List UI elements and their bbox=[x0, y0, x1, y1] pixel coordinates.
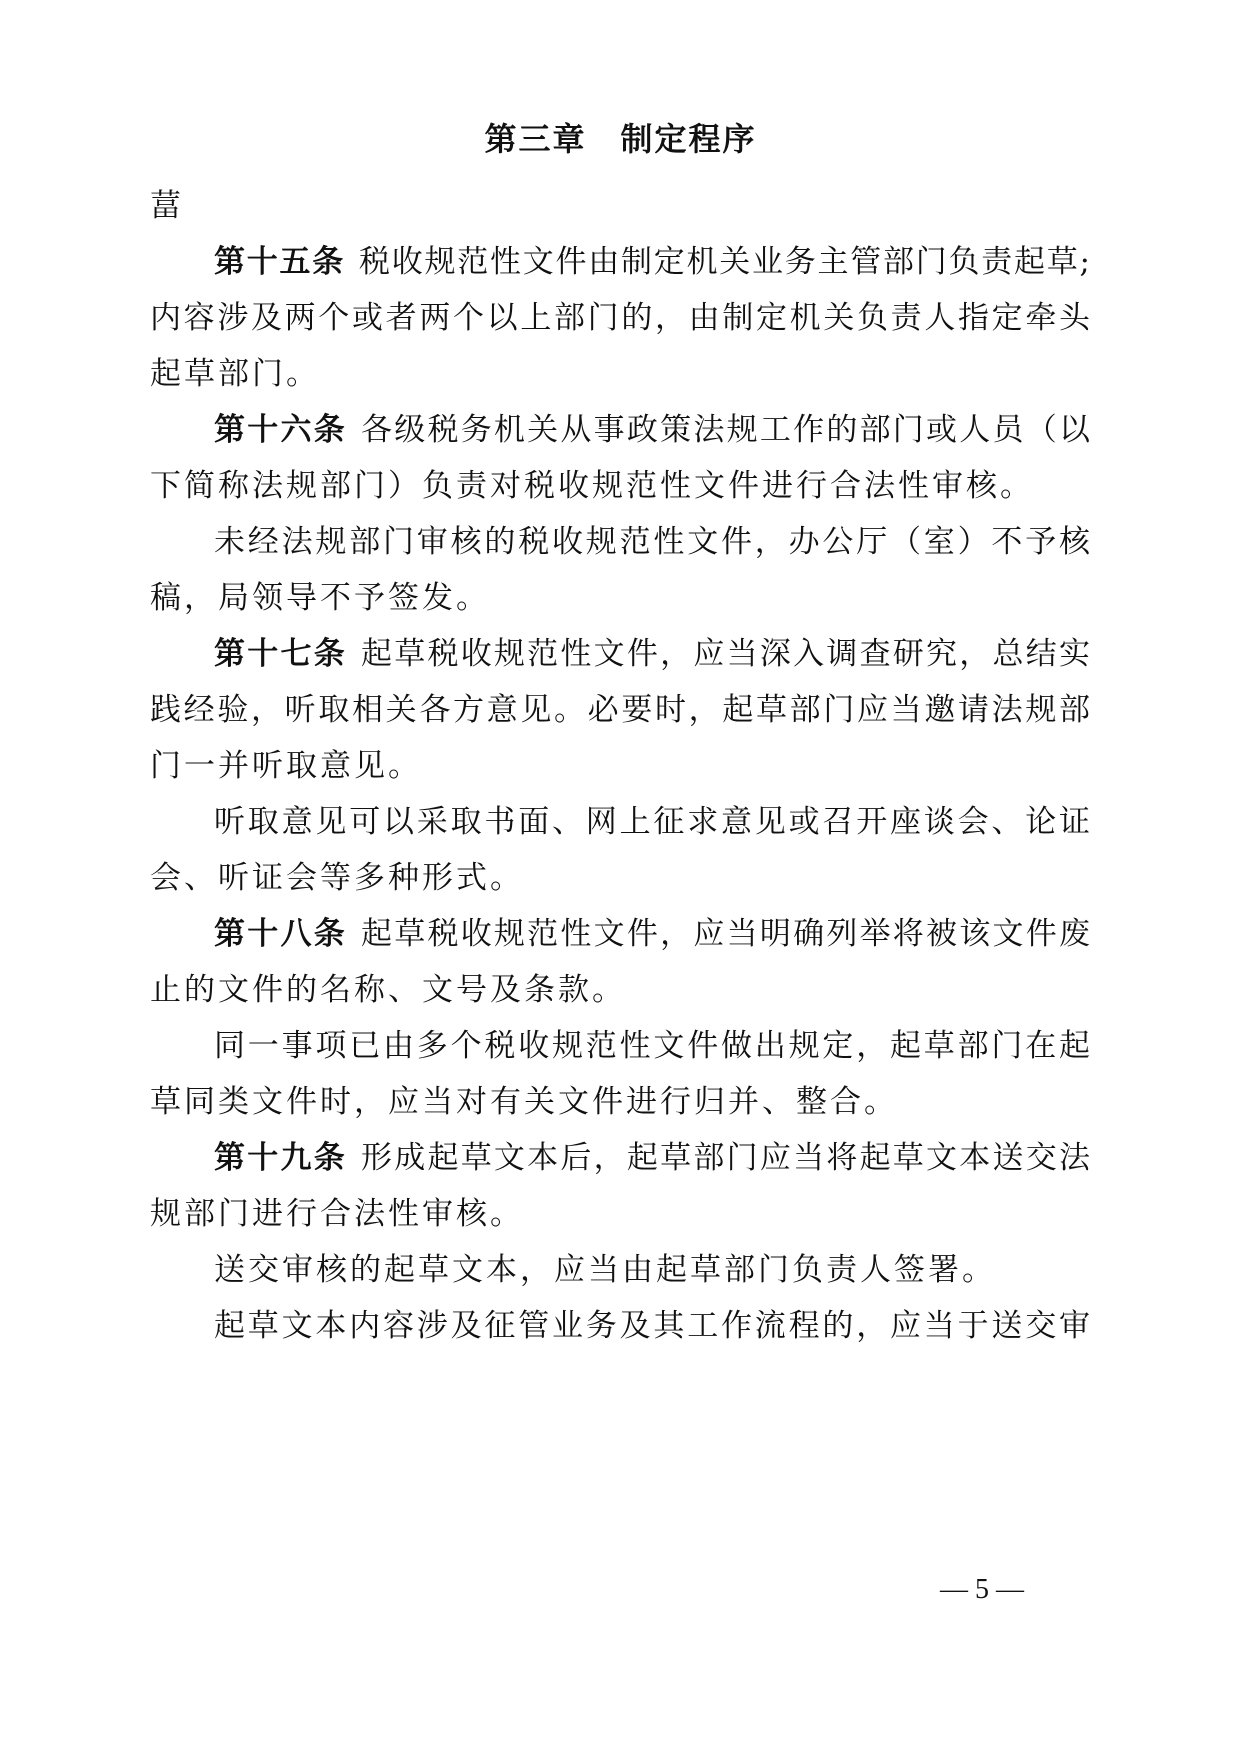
article-number: 第十八条 bbox=[214, 916, 347, 952]
paragraph-line bbox=[214, 1022, 1090, 1070]
line-text: 起草税收规范性文件，应当深入调查研究，总结实 bbox=[360, 636, 1091, 672]
article-number: 第十九条 bbox=[214, 1140, 347, 1176]
paragraph-line bbox=[214, 910, 1090, 958]
paragraph-line bbox=[150, 742, 1090, 790]
paragraph-line bbox=[150, 462, 1090, 510]
chapter-title: 第三章 制定程序 bbox=[484, 120, 757, 158]
line-text: 形成起草文本后，起草部门应当将起草文本送交法 bbox=[360, 1140, 1091, 1176]
line-text: 各级税务机关从事政策法规工作的部门或人员（以 bbox=[360, 412, 1091, 448]
paragraph-line bbox=[214, 630, 1090, 678]
paragraph-line bbox=[150, 686, 1090, 734]
paragraph-line bbox=[150, 854, 1090, 902]
paragraph-line bbox=[214, 518, 1090, 566]
line-text: 送交审核的起草文本，应当由起草部门负责人签署。 bbox=[214, 1252, 996, 1288]
paragraph-line bbox=[214, 798, 1090, 846]
line-text: 下简称法规部门）负责对税收规范性文件进行合法性审核。 bbox=[150, 468, 1034, 504]
paragraph-line bbox=[214, 1246, 1090, 1294]
line-text: 起草税收规范性文件，应当明确列举将被该文件废 bbox=[360, 916, 1091, 952]
paragraph-line bbox=[150, 1078, 1090, 1126]
line-text: 听取意见可以采取书面、网上征求意见或召开座谈会、论证 bbox=[214, 804, 1090, 840]
stray-character: 葍 bbox=[150, 188, 181, 224]
line-text: 门一并听取意见。 bbox=[150, 748, 422, 784]
paragraph-line bbox=[150, 350, 1090, 398]
line-text: 税收规范性文件由制定机关业务主管部门负责起草; bbox=[359, 244, 1090, 280]
paragraph-line bbox=[150, 1190, 1090, 1238]
paragraph-line bbox=[150, 966, 1090, 1014]
paragraph-line bbox=[150, 294, 1090, 342]
paragraph-line bbox=[150, 574, 1090, 622]
article-number: 第十六条 bbox=[214, 412, 347, 448]
paragraph-line bbox=[214, 1302, 1090, 1350]
line-text: 稿，局领导不予签发。 bbox=[150, 580, 490, 616]
line-text: 起草部门。 bbox=[150, 356, 320, 392]
line-text: 规部门进行合法性审核。 bbox=[150, 1196, 524, 1232]
line-text: 止的文件的名称、文号及条款。 bbox=[150, 972, 626, 1008]
paragraph-line bbox=[214, 238, 1090, 286]
paragraph-line bbox=[214, 406, 1090, 454]
line-text: 内容涉及两个或者两个以上部门的，由制定机关负责人指定牵头 bbox=[150, 300, 1090, 336]
article-number: 第十七条 bbox=[214, 636, 347, 672]
article-number: 第十五条 bbox=[214, 244, 346, 280]
line-text: 起草文本内容涉及征管业务及其工作流程的，应当于送交审 bbox=[214, 1308, 1090, 1344]
paragraph-line bbox=[214, 1134, 1090, 1182]
line-text: 会、听证会等多种形式。 bbox=[150, 860, 524, 896]
line-text: 同一事项已由多个税收规范性文件做出规定，起草部门在起 bbox=[214, 1028, 1090, 1064]
line-text: 践经验，听取相关各方意见。必要时，起草部门应当邀请法规部 bbox=[150, 692, 1090, 728]
line-text: 草同类文件时，应当对有关文件进行归并、整合。 bbox=[150, 1084, 898, 1120]
page-number: — 5 — bbox=[940, 1574, 1024, 1605]
line-text: 未经法规部门审核的税收规范性文件，办公厅（室）不予核 bbox=[214, 524, 1090, 560]
